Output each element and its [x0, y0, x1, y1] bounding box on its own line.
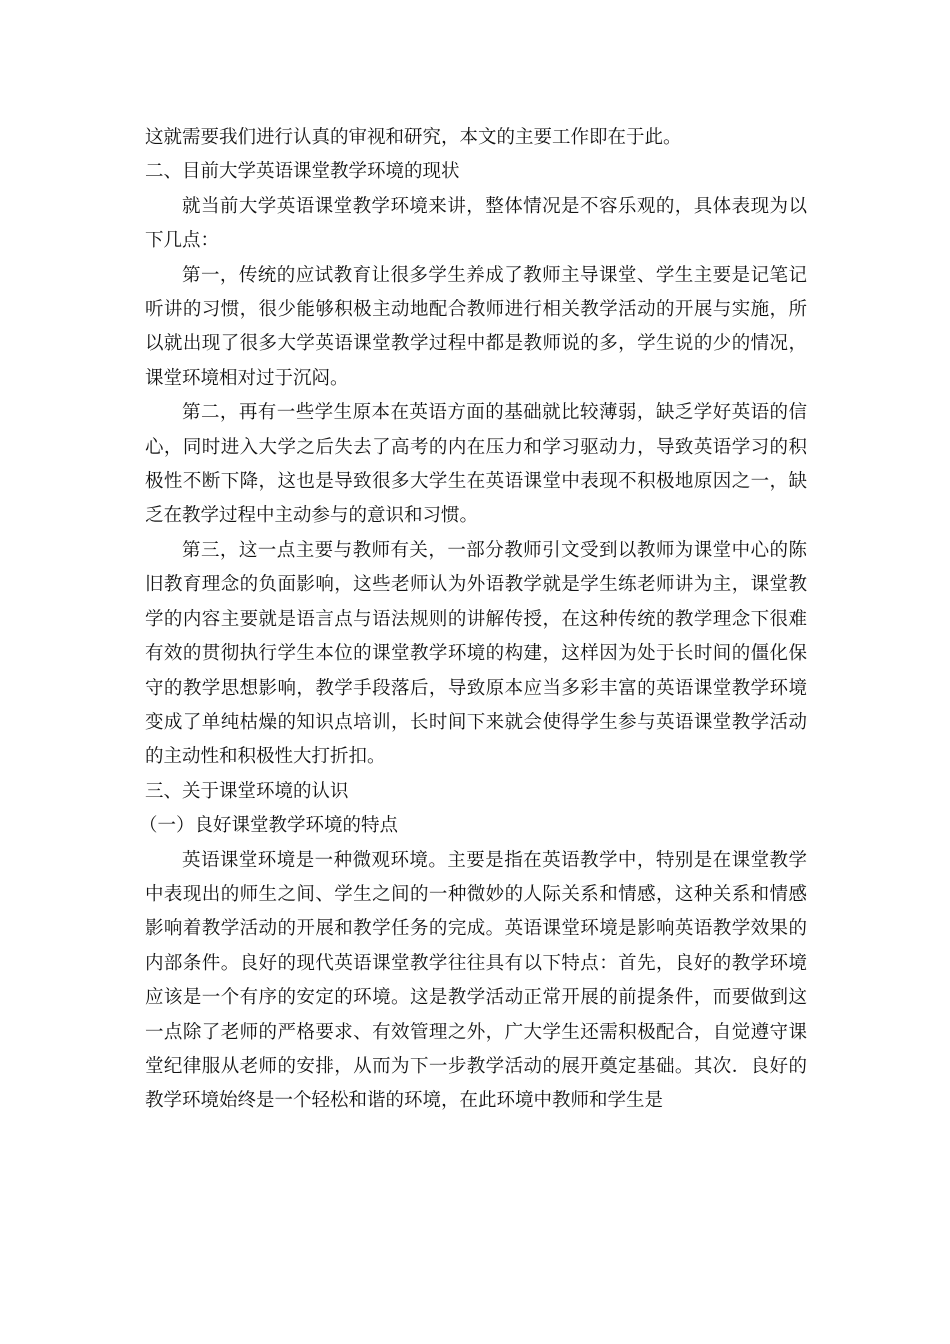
section-heading-2: 二、目前大学英语课堂教学环境的现状 [145, 161, 460, 183]
paragraph-classroom-environment: 英语课堂环境是一种微观环境。主要是指在英语教学中，特别是在课堂教学中表现出的师生之间、学生之间的一种微妙的人际关系和情感，这种关系和情感影响着教学活动的开展和教学任务的完成。英语课堂环境是影响英语教学效果的内部条件。良好的现代英语课堂教学往往具有以下特点：首先，良好的教学环境应该是一个有序的安定的环境。这是教学活动正常开展的前提条件，而要做到这一点除了老师的严格要求、有效管理之外，广大学生还需积极配合，自觉遵守课堂纪律服从老师的安排，从而为下一步教学活动的展开奠定基础。其次．良好的教学环境始终是一个轻松和谐的环境，在此环境中教师和学生是 [145, 849, 807, 1112]
paragraph-intro: 就当前大学英语课堂教学环境来讲，整体情况是不容乐观的，具体表现为以下几点： [145, 195, 807, 252]
paragraph-second-point: 第二，再有一些学生原本在英语方面的基础就比较薄弱，缺乏学好英语的信心，同时进入大学之后失去了高考的内在压力和学习驱动力，导致英语学习的积极性不断下降，这也是导致很多大学生在英语课堂中表现不积极地原因之一，缺乏在教学过程中主动参与的意识和习惯。 [145, 402, 807, 527]
subsection-heading-1: （一）良好课堂教学环境的特点 [139, 815, 399, 837]
paragraph-third-point: 第三，这一点主要与教师有关，一部分教师引文受到以教师为课堂中心的陈旧教育理念的负面影响，这些老师认为外语教学就是学生练老师讲为主，课堂教学的内容主要就是语言点与语法规则的讲解传授，在这种传统的教学理念下很难有效的贯彻执行学生本位的课堂教学环境的构建，这样因为处于长时间的僵化保守的教学思想影响，教学手段落后，导致原本应当多彩丰富的英语课堂教学环境变成了单纯枯燥的知识点培训，长时间下来就会使得学生参与英语课堂教学活动的主动性和积极性大打折扣。 [145, 539, 807, 768]
paragraph-first-point: 第一，传统的应试教育让很多学生养成了教师主导课堂、学生主要是记笔记听讲的习惯，很少能够积极主动地配合教师进行相关教学活动的开展与实施，所以就出现了很多大学英语课堂教学过程中都是教师说的多，学生说的少的情况，课堂环境相对过于沉闷。 [145, 264, 807, 389]
section-heading-3: 三、关于课堂环境的认识 [145, 780, 349, 802]
body-text [139, 121, 807, 1119]
paragraph-continuation: 这就需要我们进行认真的审视和研究，本文的主要工作即在于此。 [145, 127, 682, 148]
